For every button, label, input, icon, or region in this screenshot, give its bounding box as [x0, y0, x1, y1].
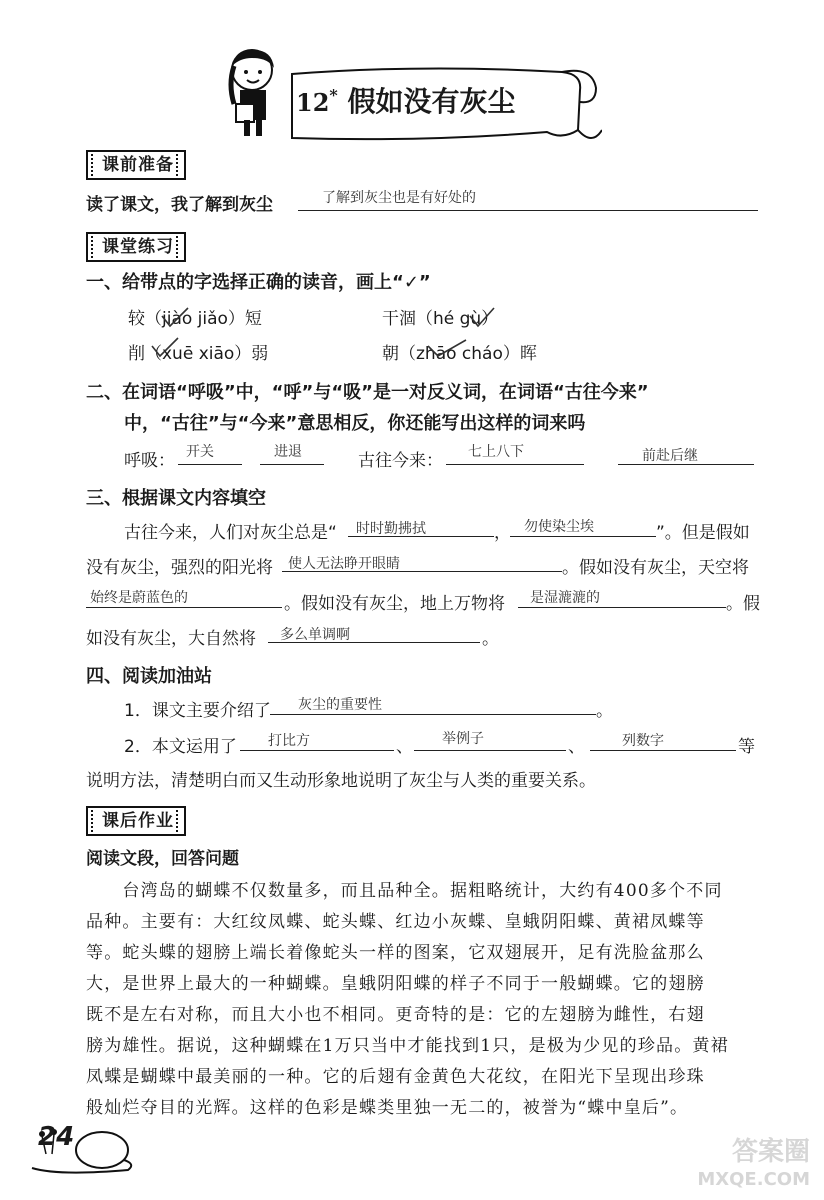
page-title	[296, 80, 516, 120]
q4-line1-a: 1．课文主要介绍了	[124, 701, 271, 721]
q4-answer-2a: 打比方	[268, 732, 310, 748]
q4-answer-2c: 列数字	[622, 732, 664, 748]
lesson-mark: *	[329, 85, 338, 105]
homework-title: 阅读文段，回答问题	[86, 849, 239, 869]
q2-label-huxi: 呼吸：	[124, 451, 175, 471]
q2-title-line1: 二、在词语“呼吸”中，“呼”与“吸”是一对反义词，在词语“古往今来”	[86, 382, 649, 403]
q1-item-4: 朝（zhāo cháo）晖	[382, 344, 537, 364]
q3-answer-2: 勿使染尘埃	[524, 518, 594, 534]
checkmark-icon	[426, 336, 468, 360]
watermark-line2: MXQE.COM	[697, 1169, 810, 1190]
section-tag-after: 课后作业	[86, 806, 186, 836]
prep-answer-line	[298, 210, 758, 211]
watermark	[697, 1138, 810, 1194]
prep-prompt: 读了课文，我了解到灰尘	[86, 195, 273, 215]
q2-answer-4: 前赴后继	[642, 447, 698, 463]
q4-title: 四、阅读加油站	[86, 666, 212, 687]
answer-line	[446, 464, 584, 465]
q1-item-1: 较（jiào jiǎo）短	[128, 309, 262, 329]
passage-line: 台湾岛的蝴蝶不仅数量多，而且品种全。据粗略统计，大约有400多个不同	[86, 881, 723, 901]
q3-title: 三、根据课文内容填空	[86, 488, 266, 509]
q4-sep-1: 、	[396, 737, 413, 757]
q3-line2-b: 。假如没有灰尘，天空将	[562, 558, 749, 578]
passage-line: 凤蝶是蝴蝶中最美丽的一种。它的后翅有金黄色大花纹，在阳光下呈现出珍珠	[86, 1067, 705, 1087]
passage-line: 大，是世界上最大的一种蝴蝶。皇蛾阴阳蝶的样子不同于一般蝴蝶。它的翅膀	[86, 974, 705, 994]
q1-title: 一、给带点的字选择正确的读音，画上“✓”	[86, 272, 431, 293]
passage-line: 般灿烂夺目的光辉。这样的色彩是蝶类里独一无二的，被誉为“蝶中皇后”。	[86, 1098, 689, 1118]
q2-answer-2: 进退	[274, 443, 302, 459]
q2-answer-1: 开关	[186, 443, 214, 459]
section-tag-prep: 课前准备	[86, 150, 186, 180]
q3-line3-b: 。假如没有灰尘，地上万物将	[284, 594, 505, 614]
checkmark-icon	[468, 306, 496, 330]
passage-line: 既不是左右对称，而且大小也不相同。更奇特的是：它的左翅膀为雌性，右翅	[86, 1005, 705, 1025]
q3-line3-c: 。假	[726, 594, 760, 614]
checkmark-icon	[150, 336, 180, 360]
q4-answer-2b: 举例子	[442, 730, 484, 746]
q4-line2-a: 2．本文运用了	[124, 737, 237, 757]
girl-reading-illustration	[222, 44, 284, 140]
answer-line	[518, 607, 726, 608]
section-tag-class: 课堂练习	[86, 232, 186, 262]
answer-line	[178, 464, 242, 465]
passage-line: 等。蛇头蝶的翅膀上端长着像蛇头一样的图案，它双翅展开，足有洗脸盆那么	[86, 943, 705, 963]
q4-line2-end: 等	[738, 737, 755, 757]
q3-answer-6: 多么单调啊	[280, 626, 350, 642]
q3-answer-5: 是湿漉漉的	[530, 589, 600, 605]
q4-answer-1: 灰尘的重要性	[298, 696, 382, 712]
watermark-line1: 答案圈	[731, 1137, 810, 1167]
answer-line	[260, 464, 324, 465]
q4-sep-2: 、	[568, 737, 585, 757]
q3-line2-a: 没有灰尘，强烈的阳光将	[86, 558, 273, 578]
q3-answer-3: 使人无法睁开眼睛	[288, 555, 400, 571]
passage-line: 品种。主要有：大红纹凤蝶、蛇头蝶、红边小灰蝶、皇蛾阴阳蝶、黄裙凤蝶等	[86, 912, 705, 932]
q3-line1-a: 古往今来，人们对灰尘总是“	[124, 523, 337, 543]
reading-passage	[86, 876, 786, 1124]
q4-line1-b: 。	[596, 701, 613, 721]
answer-line	[510, 536, 656, 537]
q2-title-line2: 中，“古往”与“今来”意思相反，你还能写出这样的词来吗	[124, 413, 586, 434]
q2-answer-3: 七上八下	[468, 443, 524, 459]
q3-answer-1: 时时勤拂拭	[356, 520, 426, 536]
answer-line	[240, 750, 394, 751]
q1-item-2: 干涸（hé gù）	[382, 309, 499, 329]
q3-line4-b: 。	[482, 629, 499, 649]
answer-line	[86, 607, 282, 608]
page-number: 24	[38, 1122, 75, 1152]
q2-label-gwjl: 古往今来：	[358, 451, 443, 471]
answer-line	[270, 714, 596, 715]
q4-line3: 说明方法，清楚明白而又生动形象地说明了灰尘与人类的重要关系。	[86, 771, 596, 791]
q3-line1-b: ，	[494, 523, 511, 543]
passage-line: 膀为雄性。据说，这种蝴蝶在1万只当中才能找到1只，是极为少见的珍品。黄裙	[86, 1036, 729, 1056]
q3-line4-a: 如没有灰尘，大自然将	[86, 629, 256, 649]
answer-line	[590, 750, 736, 751]
q3-answer-4: 始终是蔚蓝色的	[90, 589, 188, 605]
lesson-number: 12	[296, 88, 330, 117]
q3-line1-c: ”。但是假如	[656, 523, 750, 543]
prep-answer: 了解到灰尘也是有好处的	[322, 189, 476, 205]
answer-line	[414, 750, 566, 751]
checkmark-icon	[160, 306, 190, 330]
lesson-title: 假如没有灰尘	[347, 85, 516, 118]
q1-item-3: 削（xuē xiāo）弱	[128, 344, 269, 364]
